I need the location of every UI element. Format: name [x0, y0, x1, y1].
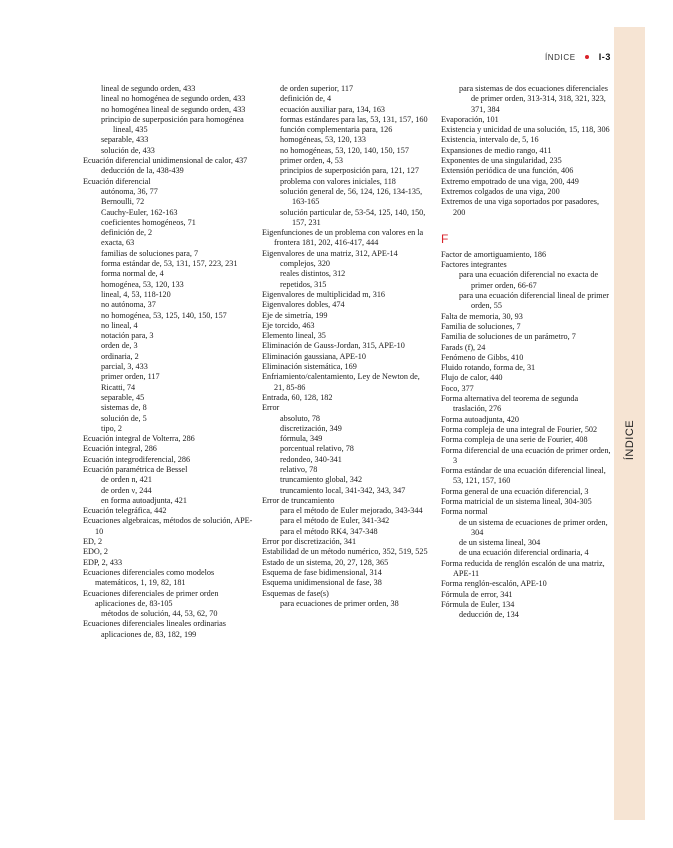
index-entry: Estabilidad de un método numérico, 352, 519, 525	[262, 547, 428, 557]
index-subentry: para el método RK4, 347-348	[280, 526, 378, 536]
index-subentry: homogéneas, 53, 120, 133	[280, 135, 366, 145]
side-index-tab	[614, 27, 645, 820]
index-entry: Forma renglón-escalón, APE-10	[441, 579, 547, 589]
index-subentry: coeficientes homogéneos, 71	[101, 217, 196, 227]
index-subentry: separable, 45	[101, 392, 145, 402]
index-subentry: definición de, 2	[101, 228, 153, 238]
index-column-1	[83, 84, 253, 640]
index-subentry: reales distintos, 312	[280, 269, 346, 279]
index-subentry: para el método de Euler mejorado, 343-344	[280, 506, 423, 516]
index-subentry: principios de superposición para, 121, 127	[280, 166, 419, 176]
index-column-2	[262, 84, 432, 609]
index-entry: Eliminación gaussiana, APE-10	[262, 351, 366, 361]
page-number: I-3	[598, 52, 611, 62]
index-subentry: separable, 433	[101, 135, 149, 145]
index-entry: Eigenfunciones de un problema con valores en la frontera 181, 202, 416-417, 444	[262, 228, 424, 248]
index-column-3	[441, 84, 611, 621]
index-subentry: métodos de solución, 44, 53, 62, 70	[101, 609, 218, 619]
side-tab-label	[614, 420, 645, 460]
index-subentry: de una ecuación diferencial ordinaria, 4	[459, 548, 589, 558]
index-subentry: solución de, 5	[101, 413, 147, 423]
index-entry: Fluido rotando, forma de, 31	[441, 363, 536, 373]
index-entry: Fórmula de error, 341	[441, 589, 513, 599]
index-entry: Evaporación, 101	[441, 114, 499, 124]
index-subentry: ordinaria, 2	[101, 351, 139, 361]
index-subentry: de un sistema de ecuaciones de primer orden, 304	[459, 517, 608, 537]
index-subentry: solución particular de, 53-54, 125, 140, 150, 157, 231	[280, 207, 426, 227]
index-subentry: no homogénea lineal de segundo orden, 433	[101, 104, 246, 114]
index-subentry: sistemas de, 8	[101, 403, 147, 413]
index-entry: Fórmula de Euler, 134	[441, 599, 515, 609]
index-subentry: lineal de segundo orden, 433	[101, 84, 196, 93]
index-entry: Factores integrantes	[441, 260, 507, 270]
running-head	[545, 52, 611, 62]
index-entry: Existencia y unicidad de una solución, 15, 118, 306	[441, 125, 610, 135]
index-entry: Forma matricial de un sistema lineal, 304-305	[441, 496, 592, 506]
index-subentry: no homogéneas, 53, 120, 140, 150, 157	[280, 145, 409, 155]
index-subentry: porcentual relativo, 78	[280, 444, 354, 454]
index-entry: Estado de un sistema, 20, 27, 128, 365	[262, 557, 389, 567]
index-entry: Flujo de calor, 440	[441, 373, 503, 383]
index-subentry: lineal no homogénea de segundo orden, 433	[101, 94, 246, 104]
index-entry: Elemento lineal, 35	[262, 331, 326, 341]
index-entry: Farads (f), 24	[441, 342, 486, 352]
index-subentry: no autónoma, 37	[101, 300, 156, 310]
index-subentry: función complementaria para, 126	[280, 125, 393, 135]
index-entry: Error de truncamiento	[262, 495, 335, 505]
index-entry: Expansiones de medio rango, 411	[441, 145, 552, 155]
index-entry: Forma estándar de una ecuación diferencial lineal, 53, 121, 157, 160	[441, 466, 606, 486]
index-entry: Eigenvalores de una matriz, 312, APE-14	[262, 248, 398, 258]
index-entry: Familia de soluciones, 7	[441, 321, 521, 331]
index-entry: EDO, 2	[83, 547, 109, 557]
index-entry: Eje torcido, 463	[262, 320, 315, 330]
index-entry: Ecuación integrodiferencial, 286	[83, 454, 191, 464]
index-entry: Fenómeno de Gibbs, 410	[441, 352, 524, 362]
index-subentry: primer orden, 117	[101, 372, 160, 382]
index-subentry: Cauchy-Euler, 162-163	[101, 207, 178, 217]
index-entry: Ecuaciones diferenciales como modelos matemáticos, 1, 19, 82, 181	[83, 567, 215, 588]
index-subentry: para el método de Euler, 341-342	[280, 516, 390, 526]
index-subentry: solución general de, 56, 124, 126, 134-135, 163-165	[280, 186, 423, 207]
index-subentry: notación para, 3	[101, 331, 154, 341]
index-subentry: homogénea, 53, 120, 133	[101, 279, 184, 289]
index-entry: Error	[262, 403, 280, 413]
index-entry: Forma compleja de una serie de Fourier, 408	[441, 435, 588, 445]
index-entry: Enfriamiento/calentamiento, Ley de Newton de, 21, 85-86	[262, 372, 420, 392]
index-subentry: en forma autoadjunta, 421	[101, 495, 187, 505]
index-entry: Ecuaciones diferenciales de primer orden aplicaciones de, 83-105	[83, 588, 219, 608]
index-subentry: forma normal de, 4	[101, 269, 164, 279]
index-subentry: solución de, 433	[101, 145, 155, 155]
index-subentry: familias de soluciones para, 7	[101, 248, 199, 258]
index-subentry: lineal, 4, 53, 118-120	[101, 289, 171, 299]
index-subentry: parcial, 3, 433	[101, 362, 148, 372]
index-entry: Forma general de una ecuación diferencial, 3	[441, 486, 589, 496]
index-subentry: problema con valores iniciales, 118	[280, 176, 396, 186]
index-subentry: complejos, 320	[280, 259, 331, 269]
index-subentry: para ecuaciones de primer orden, 38	[280, 598, 399, 608]
index-entry: Ecuación telegráfica, 442	[83, 506, 167, 516]
bullet-dot-icon	[585, 55, 589, 59]
index-subentry: truncamiento local, 341-342, 343, 347	[280, 485, 406, 495]
index-subentry: redondeo, 340-341	[280, 454, 342, 464]
index-entry: Falta de memoria, 30, 93	[441, 311, 523, 321]
index-entry: Exponentes de una singularidad, 235	[441, 156, 562, 166]
index-entry: Extensión periódica de una función, 406	[441, 166, 574, 176]
index-entry: EDP, 2, 433	[83, 557, 123, 567]
running-head-label: ÍNDICE	[544, 52, 576, 62]
index-entry: Ecuaciones algebraicas, métodos de solución, APE-10	[83, 516, 253, 536]
index-entry: Extremo empotrado de una viga, 200, 449	[441, 176, 579, 186]
index-subentry: truncamiento global, 342	[280, 475, 363, 485]
index-entry: Esquema de fase bidimensional, 314	[262, 567, 382, 577]
index-entry: Existencia, intervalo de, 5, 16	[441, 135, 539, 145]
index-entry: Error por discretización, 341	[262, 537, 357, 547]
index-entry: Eliminación sistemática, 169	[262, 362, 357, 372]
index-entry: Forma diferencial de una ecuación de primer orden, 3	[441, 445, 611, 465]
index-entry: Extremos colgados de una viga, 200	[441, 186, 560, 196]
index-subentry: ecuación auxiliar para, 134, 163	[280, 104, 386, 114]
index-entry: Eigenvalores de multiplicidad m, 316	[262, 289, 386, 299]
index-entry: Ecuación diferencial	[83, 176, 151, 186]
index-entry: Esquemas de fase(s)	[262, 588, 329, 598]
index-entry: Factor de amortiguamiento, 186	[441, 249, 547, 259]
index-subentry: autónoma, 36, 77	[101, 186, 158, 196]
index-subentry: para sistemas de dos ecuaciones diferenciales de primer orden, 313-314, 318, 321, 323, 371, 384	[459, 84, 608, 114]
index-entry: Ecuación diferencial unidimensional de calor, 437	[83, 156, 248, 166]
index-subentry: Ricatti, 74	[101, 382, 136, 392]
index-subentry: repetidos, 315	[280, 279, 327, 289]
index-subentry: fórmula, 349	[280, 434, 323, 444]
section-letter-heading: F	[441, 231, 449, 246]
index-entry: Forma alternativa del teorema de segunda traslación, 276	[441, 394, 579, 414]
index-subentry: no homogénea, 53, 125, 140, 150, 157	[101, 310, 227, 320]
index-subentry: forma estándar de, 53, 131, 157, 223, 231	[101, 259, 238, 269]
index-subentry: de orden n, 421	[101, 475, 152, 485]
index-entry: Ecuación integral, 286	[83, 444, 157, 454]
index-subentry: orden de, 3	[101, 341, 138, 351]
index-subentry: Bernoulli, 72	[101, 197, 145, 207]
index-entry: Foco, 377	[441, 383, 474, 393]
index-entry: Eliminación de Gauss-Jordan, 315, APE-10	[262, 341, 405, 351]
index-entry: Eje de simetría, 199	[262, 310, 328, 320]
index-entry: ED, 2	[83, 537, 103, 547]
index-subentry: para una ecuación diferencial no exacta de primer orden, 66-67	[459, 270, 599, 290]
index-subentry: relativo, 78	[280, 464, 318, 474]
index-entry: Familia de soluciones de un parámetro, 7	[441, 332, 576, 342]
index-entry: Forma compleja de una integral de Fourier, 502	[441, 424, 598, 434]
index-subentry: principio de superposición para homogénea lineal, 435	[101, 114, 244, 135]
index-entry: Entrada, 60, 128, 182	[262, 392, 333, 402]
index-subentry: discretización, 349	[280, 423, 342, 433]
index-entry: Forma normal	[441, 507, 488, 517]
index-subentry: absoluto, 78	[280, 413, 321, 423]
index-entry: Forma reducida de renglón escalón de una matriz, APE-11	[441, 558, 605, 579]
index-subentry: deducción de la, 438-439	[101, 166, 184, 176]
index-entry: Ecuaciones diferenciales lineales ordinarias	[83, 619, 226, 629]
index-subentry: deducción de, 134	[459, 610, 519, 620]
index-entry: Esquema unidimensional de fase, 38	[262, 578, 382, 588]
index-entry: Ecuación paramétrica de Bessel	[83, 464, 188, 474]
index-entry: Ecuación integral de Volterra, 286	[83, 434, 195, 444]
index-subentry: aplicaciones de, 83, 182, 199	[101, 629, 197, 639]
side-tab-text: ÍNDICE	[623, 419, 636, 461]
index-subentry: formas estándares para las, 53, 131, 157, 160	[280, 114, 428, 124]
index-entry: Eigenvalores dobles, 474	[262, 300, 345, 310]
index-entry: Extremos de una viga soportados por pasadores, 200	[441, 197, 600, 217]
index-subentry: tipo, 2	[101, 423, 122, 433]
index-subentry: de un sistema lineal, 304	[459, 538, 541, 548]
index-subentry: primer orden, 4, 53	[280, 156, 343, 166]
index-subentry: de orden superior, 117	[280, 84, 354, 93]
index-subentry: de orden ν, 244	[101, 485, 152, 495]
index-subentry: definición de, 4	[280, 94, 332, 104]
index-subentry: no lineal, 4	[101, 320, 138, 330]
index-subentry: para una ecuación diferencial lineal de primer orden, 55	[459, 291, 610, 311]
index-entry: Forma autoadjunta, 420	[441, 414, 519, 424]
index-subentry: exacta, 63	[101, 238, 135, 248]
